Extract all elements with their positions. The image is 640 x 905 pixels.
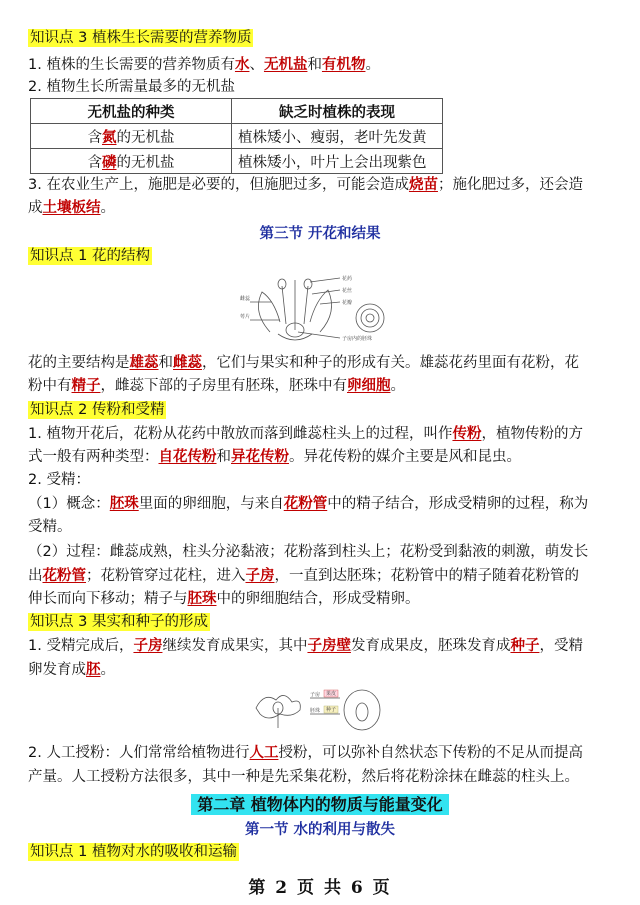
para-pollination-2: 式一般有两种类型：自花传粉和异花传粉。异花传粉的媒介主要是风和昆虫。 <box>28 449 521 465</box>
diagram-label: 花药 <box>342 276 353 282</box>
para-fertilization-2: 受精。 <box>28 519 72 535</box>
table-header-row <box>31 99 443 124</box>
table-cell: 植株矮小、瘦弱，老叶先发黄 <box>232 124 443 149</box>
para-fertilization-4: 出花粉管；花粉管穿过花柱，进入子房，一直到达胚珠；花粉管中的精子随着花粉管的 <box>28 568 579 584</box>
para-fruit-2: 卵发育成胚。 <box>28 662 115 678</box>
para-fertilization-5: 伸长而向下移动；精子与胚珠中的卵细胞结合，形成受精卵。 <box>28 591 420 607</box>
table-header-cell: 无机盐的种类 <box>31 99 232 124</box>
page-footer: 第 2 页 共 6 页 <box>248 878 392 898</box>
diagram-label: 子房内的胚珠 <box>342 336 373 342</box>
table-row <box>31 124 443 149</box>
fruit-formation-diagram <box>250 684 390 732</box>
para-pollination-1: 1. 植物开花后，花粉从花药中散放而落到雌蕊柱头上的过程，叫作传粉，植物传粉的方 <box>28 426 583 442</box>
line-fertilizer-2: 成土壤板结。 <box>28 200 115 216</box>
diagram-label: 萼片 <box>240 314 251 320</box>
diagram-label: 花丝 <box>342 288 353 294</box>
para-fertilization-1: （1）概念：胚珠里面的卵细胞，与来自花粉管中的精子结合，形成受精卵的过程，称为 <box>28 496 589 512</box>
flower-structure-diagram <box>240 272 400 346</box>
kp1b-title: 知识点 1 植物对水的吸收和运输 <box>30 844 237 860</box>
section-title: 第三节 开花和结果 <box>259 226 381 242</box>
diagram-label: 子房 <box>310 692 321 698</box>
section-title-2: 第一节 水的利用与散失 <box>244 822 396 838</box>
para-fertilization-head: 2. 受精： <box>28 472 90 488</box>
para-artificial-1: 2. 人工授粉：人们常常给植物进行人工授粉，可以弥补自然状态下传粉的不足从而提高 <box>28 745 583 761</box>
table-cell: 植株矮小，叶片上会出现紫色 <box>232 149 443 174</box>
para-flower-2: 粉中有精子，雌蕊下部的子房里有胚珠，胚珠中有卵细胞。 <box>28 378 405 394</box>
table-cell: 含磷的无机盐 <box>31 149 232 174</box>
para-fruit-1: 1. 受精完成后，子房继续发育成果实，其中子房壁发育成果皮，胚珠发育成种子，受精 <box>28 638 583 654</box>
table-row <box>31 149 443 174</box>
table-cell: 含氮的无机盐 <box>31 124 232 149</box>
para-artificial-2: 产量。人工授粉方法很多，其中一种是先采集花粉，然后将花粉涂抹在雌蕊的柱头上。 <box>28 769 579 785</box>
line-minerals: 2. 植物生长所需量最多的无机盐 <box>28 79 235 95</box>
diagram-label: 雌蕊 <box>240 296 251 302</box>
kp3-title: 知识点 3 植株生长需要的营养物质 <box>30 30 252 46</box>
diagram-label: 花瓣 <box>342 300 353 306</box>
para-flower-1: 花的主要结构是雄蕊和雌蕊，它们与果实和种子的形成有关。雄蕊花药里面有花粉，花 <box>28 355 579 371</box>
diagram-label: 果皮 <box>326 691 337 697</box>
para-fertilization-3: （2）过程：雌蕊成熟，柱头分泌黏液；花粉落到柱头上；花粉受到黏液的刺激，萌发长 <box>28 544 589 560</box>
kp1-title: 知识点 1 花的结构 <box>30 248 150 264</box>
line-fertilizer-1: 3. 在农业生产上，施肥是必要的，但施肥过多，可能会造成烧苗；施化肥过多，还会造 <box>28 177 583 193</box>
diagram-label: 种子 <box>326 707 337 713</box>
kp2-title: 知识点 2 传粉和受精 <box>30 402 165 418</box>
table-header-cell: 缺乏时植株的表现 <box>232 99 443 124</box>
mineral-table <box>30 98 443 174</box>
line-nutrients: 1. 植株的生长需要的营养物质有水、无机盐和有机物。 <box>28 57 380 73</box>
diagram-label: 胚珠 <box>310 708 321 714</box>
kp3b-title: 知识点 3 果实和种子的形成 <box>30 614 208 630</box>
chapter-title: 第二章 植物体内的物质与能量变化 <box>0 792 640 815</box>
